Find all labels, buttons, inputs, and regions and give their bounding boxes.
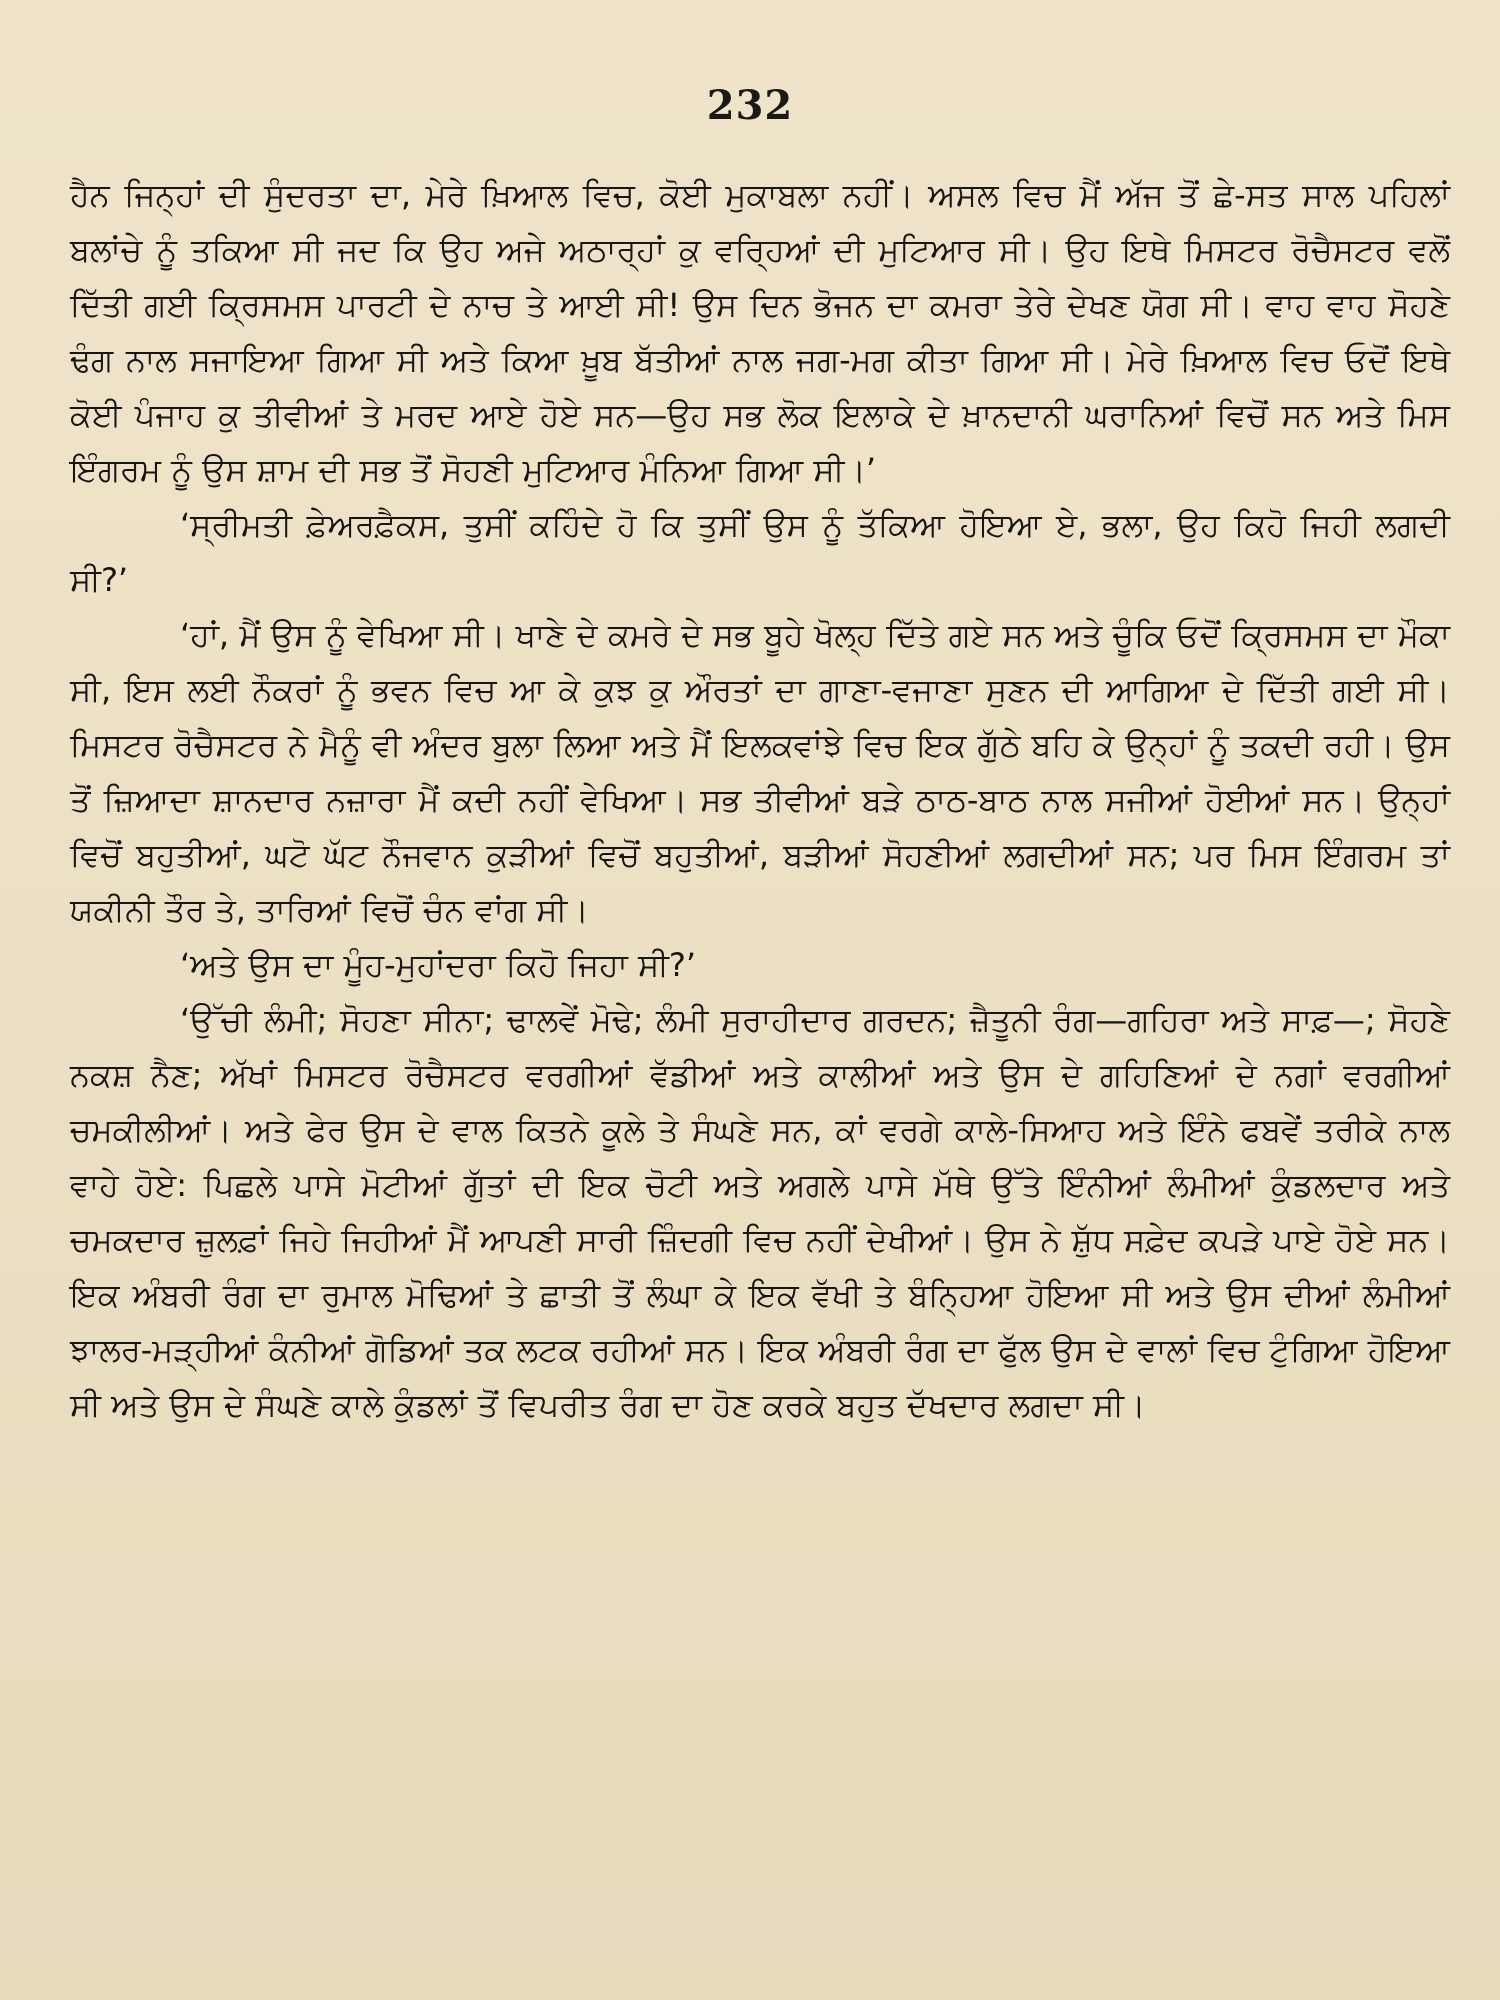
paragraph-1: ਹੈਨ ਜਿਨ੍ਹਾਂ ਦੀ ਸੁੰਦਰਤਾ ਦਾ, ਮੇਰੇ ਖ਼ਿਆਲ ਵਿਚ, ਕੋਈ ਮੁਕਾਬਲਾ ਨਹੀਂ। ਅਸਲ ਵਿਚ ਮੈਂ ਅੱਜ ਤੋਂ ਛੇ-ਸਤ ਸਾਲ ਪਹਿਲਾਂ ਬਲਾਂਚੇ ਨੂੰ ਤਕਿਆ ਸੀ ਜਦ ਕਿ ਉਹ ਅਜੇ ਅਠਾਰ੍ਹਾਂ ਕੁ ਵਰ੍ਹਿਆਂ ਦੀ ਮੁਟਿਆਰ ਸੀ। ਉਹ ਇਥੇ ਮਿਸਟਰ ਰੋਚੈਸਟਰ ਵਲੋਂ ਦਿੱਤੀ ਗਈ ਕ੍ਰਿਸਮਸ ਪਾਰਟੀ ਦੇ ਨਾਚ ਤੇ ਆਈ ਸੀ! ਉਸ ਦਿਨ ਭੋਜਨ ਦਾ ਕਮਰਾ ਤੇਰੇ ਦੇਖਣ ਯੋਗ ਸੀ। ਵਾਹ ਵਾਹ ਸੋਹਣੇ ਢੰਗ ਨਾਲ ਸਜਾਇਆ ਗਿਆ ਸੀ ਅਤੇ ਕਿਆ ਖ਼ੂਬ ਬੱਤੀਆਂ ਨਾਲ ਜਗ-ਮਗ ਕੀਤਾ ਗਿਆ ਸੀ। ਮੇਰੇ ਖ਼ਿਆਲ ਵਿਚ ਓਦੋਂ ਇਥੇ ਕੋਈ ਪੰਜਾਹ ਕੁ ਤੀਵੀਆਂ ਤੇ ਮਰਦ ਆਏ ਹੋਏ ਸਨ—ਉਹ ਸਭ ਲੋਕ ਇਲਾਕੇ ਦੇ ਖ਼ਾਨਦਾਨੀ ਘਰਾਨਿਆਂ ਵਿਚੋਂ ਸਨ ਅਤੇ ਮਿਸ ਇੰਗਰਮ ਨੂੰ ਉਸ ਸ਼ਾਮ ਦੀ ਸਭ ਤੋਂ ਸੋਹਣੀ ਮੁਟਿਆਰ ਮੰਨਿਆ ਗਿਆ ਸੀ।’ bbox=[70, 176, 1450, 489]
paragraph-2: ‘ਸ੍ਰੀਮਤੀ ਫ਼ੇਅਰਫ਼ੈਕਸ, ਤੁਸੀਂ ਕਹਿੰਦੇ ਹੋ ਕਿ ਤੁਸੀਂ ਉਸ ਨੂੰ ਤੱਕਿਆ ਹੋਇਆ ਏ, ਭਲਾ, ਉਹ ਕਿਹੋ ਜਿਹੀ ਲਗਦੀ ਸੀ?’ bbox=[70, 506, 1450, 599]
paragraph-4: ‘ਅਤੇ ਉਸ ਦਾ ਮੂੰਹ-ਮੁਹਾਂਦਰਾ ਕਿਹੋ ਜਿਹਾ ਸੀ?’ bbox=[180, 946, 697, 984]
body-text bbox=[70, 168, 1450, 1433]
paragraph-3: ‘ਹਾਂ, ਮੈਂ ਉਸ ਨੂੰ ਵੇਖਿਆ ਸੀ। ਖਾਣੇ ਦੇ ਕਮਰੇ ਦੇ ਸਭ ਬੂਹੇ ਖੋਲ੍ਹ ਦਿੱਤੇ ਗਏ ਸਨ ਅਤੇ ਚੂੰਕਿ ਓਦੋਂ ਕ੍ਰਿਸਮਸ ਦਾ ਮੌਕਾ ਸੀ, ਇਸ ਲਈ ਨੌਕਰਾਂ ਨੂੰ ਭਵਨ ਵਿਚ ਆ ਕੇ ਕੁਝ ਕੁ ਔਰਤਾਂ ਦਾ ਗਾਣਾ-ਵਜਾਣਾ ਸੁਣਨ ਦੀ ਆਗਿਆ ਦੇ ਦਿੱਤੀ ਗਈ ਸੀ। ਮਿਸਟਰ ਰੋਚੈਸਟਰ ਨੇ ਮੈਨੂੰ ਵੀ ਅੰਦਰ ਬੁਲਾ ਲਿਆ ਅਤੇ ਮੈਂ ਇਲਕਵਾਂਝੇ ਵਿਚ ਇਕ ਗੁੱਠੇ ਬਹਿ ਕੇ ਉਨ੍ਹਾਂ ਨੂੰ ਤਕਦੀ ਰਹੀ। ਉਸ ਤੋਂ ਜ਼ਿਆਦਾ ਸ਼ਾਨਦਾਰ ਨਜ਼ਾਰਾ ਮੈਂ ਕਦੀ ਨਹੀਂ ਵੇਖਿਆ। ਸਭ ਤੀਵੀਆਂ ਬੜੇ ਠਾਠ-ਬਾਠ ਨਾਲ ਸਜੀਆਂ ਹੋਈਆਂ ਸਨ। ਉਨ੍ਹਾਂ ਵਿਚੋਂ ਬਹੁਤੀਆਂ, ਘਟੋ ਘੱਟ ਨੌਜਵਾਨ ਕੁੜੀਆਂ ਵਿਚੋਂ ਬਹੁਤੀਆਂ, ਬੜੀਆਂ ਸੋਹਣੀਆਂ ਲਗਦੀਆਂ ਸਨ; ਪਰ ਮਿਸ ਇੰਗਰਮ ਤਾਂ ਯਕੀਨੀ ਤੌਰ ਤੇ, ਤਾਰਿਆਂ ਵਿਚੋਂ ਚੰਨ ਵਾਂਗ ਸੀ। bbox=[70, 616, 1450, 929]
page-number: 232 bbox=[706, 82, 794, 129]
paragraph-5: ‘ਉੱਚੀ ਲੰਮੀ; ਸੋਹਣਾ ਸੀਨਾ; ਢਾਲਵੇਂ ਮੋਢੇ; ਲੰਮੀ ਸੁਰਾਹੀਦਾਰ ਗਰਦਨ; ਜ਼ੈਤੂਨੀ ਰੰਗ—ਗਹਿਰਾ ਅਤੇ ਸਾਫ਼—; ਸੋਹਣੇ ਨਕਸ਼ ਨੈਣ; ਅੱਖਾਂ ਮਿਸਟਰ ਰੋਚੈਸਟਰ ਵਰਗੀਆਂ ਵੱਡੀਆਂ ਅਤੇ ਕਾਲੀਆਂ ਅਤੇ ਉਸ ਦੇ ਗਹਿਣਿਆਂ ਦੇ ਨਗਾਂ ਵਰਗੀਆਂ ਚਮਕੀਲੀਆਂ। ਅਤੇ ਫੇਰ ਉਸ ਦੇ ਵਾਲ ਕਿਤਨੇ ਕੂਲੇ ਤੇ ਸੰਘਣੇ ਸਨ, ਕਾਂ ਵਰਗੇ ਕਾਲੇ-ਸਿਆਹ ਅਤੇ ਇੰਨੇ ਫਬਵੇਂ ਤਰੀਕੇ ਨਾਲ ਵਾਹੇ ਹੋਏ: ਪਿਛਲੇ ਪਾਸੇ ਮੋਟੀਆਂ ਗੁੱਤਾਂ ਦੀ ਇਕ ਚੋਟੀ ਅਤੇ ਅਗਲੇ ਪਾਸੇ ਮੱਥੇ ਉੱਤੇ ਇੰਨੀਆਂ ਲੰਮੀਆਂ ਕੁੰਡਲਦਾਰ ਅਤੇ ਚਮਕਦਾਰ ਜ਼ੁਲਫ਼ਾਂ ਜਿਹੇ ਜਿਹੀਆਂ ਮੈਂ ਆਪਣੀ ਸਾਰੀ ਜ਼ਿੰਦਗੀ ਵਿਚ ਨਹੀਂ ਦੇਖੀਆਂ। ਉਸ ਨੇ ਸ਼ੁੱਧ ਸਫ਼ੇਦ ਕਪੜੇ ਪਾਏ ਹੋਏ ਸਨ। ਇਕ ਅੰਬਰੀ ਰੰਗ ਦਾ ਰੁਮਾਲ ਮੋਢਿਆਂ ਤੇ ਛਾਤੀ ਤੋਂ ਲੰਘਾ ਕੇ ਇਕ ਵੱਖੀ ਤੇ ਬੰਨ੍ਹਿਆ ਹੋਇਆ ਸੀ ਅਤੇ ਉਸ ਦੀਆਂ ਲੰਮੀਆਂ ਝਾਲਰ-ਮੜ੍ਹੀਆਂ ਕੰਨੀਆਂ ਗੋਡਿਆਂ ਤਕ ਲਟਕ ਰਹੀਆਂ ਸਨ। ਇਕ ਅੰਬਰੀ ਰੰਗ ਦਾ ਫੁੱਲ ਉਸ ਦੇ ਵਾਲਾਂ ਵਿਚ ਟੁੰਗਿਆ ਹੋਇਆ ਸੀ ਅਤੇ ਉਸ ਦੇ ਸੰਘਣੇ ਕਾਲੇ ਕੁੰਡਲਾਂ ਤੋਂ ਵਿਪਰੀਤ ਰੰਗ ਦਾ ਹੋਣ ਕਰਕੇ ਬਹੁਤ ਦੱਖਦਾਰ ਲਗਦਾ ਸੀ। bbox=[70, 1001, 1450, 1424]
